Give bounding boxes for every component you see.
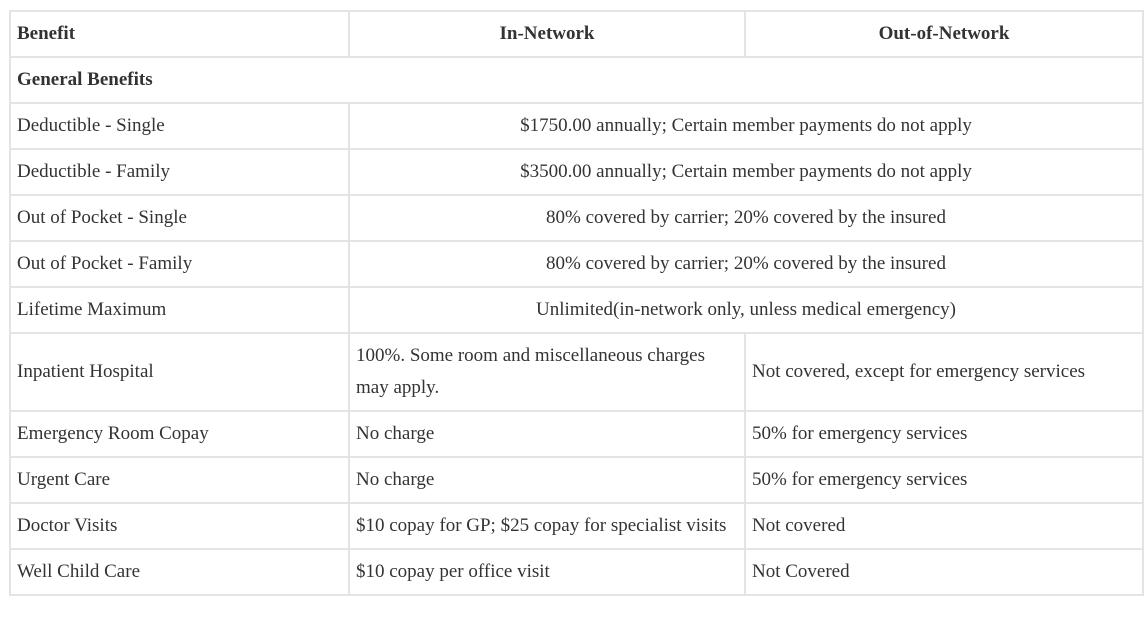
benefit-cell: Deductible - Family: [10, 149, 349, 195]
in-network-cell: $10 copay per office visit: [349, 549, 745, 595]
section-title: General Benefits: [10, 57, 1143, 103]
table-row: [10, 149, 1143, 195]
benefit-cell: Inpatient Hospital: [10, 333, 349, 411]
table-row: [10, 411, 1143, 457]
table-row: [10, 457, 1143, 503]
header-out-of-network: Out-of-Network: [745, 11, 1143, 57]
combined-coverage-cell: $3500.00 annually; Certain member payments do not apply: [349, 149, 1143, 195]
table-header-row: [10, 11, 1143, 57]
header-in-network: In-Network: [349, 11, 745, 57]
benefit-cell: Deductible - Single: [10, 103, 349, 149]
benefit-cell: Doctor Visits: [10, 503, 349, 549]
out-of-network-cell: Not covered, except for emergency services: [745, 333, 1143, 411]
benefits-table-container: [9, 10, 1144, 596]
table-row: [10, 333, 1143, 411]
combined-coverage-cell: 80% covered by carrier; 20% covered by the insured: [349, 195, 1143, 241]
out-of-network-cell: Not Covered: [745, 549, 1143, 595]
table-row: [10, 287, 1143, 333]
section-row: [10, 57, 1143, 103]
benefit-cell: Out of Pocket - Family: [10, 241, 349, 287]
table-row: [10, 103, 1143, 149]
in-network-cell: No charge: [349, 411, 745, 457]
combined-coverage-cell: 80% covered by carrier; 20% covered by the insured: [349, 241, 1143, 287]
benefit-cell: Lifetime Maximum: [10, 287, 349, 333]
combined-coverage-cell: Unlimited(in-network only, unless medical emergency): [349, 287, 1143, 333]
in-network-cell: No charge: [349, 457, 745, 503]
out-of-network-cell: Not covered: [745, 503, 1143, 549]
in-network-cell: $10 copay for GP; $25 copay for specialist visits: [349, 503, 745, 549]
combined-coverage-cell: $1750.00 annually; Certain member payments do not apply: [349, 103, 1143, 149]
benefit-cell: Urgent Care: [10, 457, 349, 503]
benefit-cell: Out of Pocket - Single: [10, 195, 349, 241]
table-row: [10, 195, 1143, 241]
benefits-table: [9, 10, 1144, 596]
table-row: [10, 503, 1143, 549]
out-of-network-cell: 50% for emergency services: [745, 457, 1143, 503]
header-benefit: Benefit: [10, 11, 349, 57]
table-row: [10, 549, 1143, 595]
benefit-cell: Emergency Room Copay: [10, 411, 349, 457]
benefit-cell: Well Child Care: [10, 549, 349, 595]
out-of-network-cell: 50% for emergency services: [745, 411, 1143, 457]
in-network-cell: 100%. Some room and miscellaneous charges may apply.: [349, 333, 745, 411]
table-row: [10, 241, 1143, 287]
